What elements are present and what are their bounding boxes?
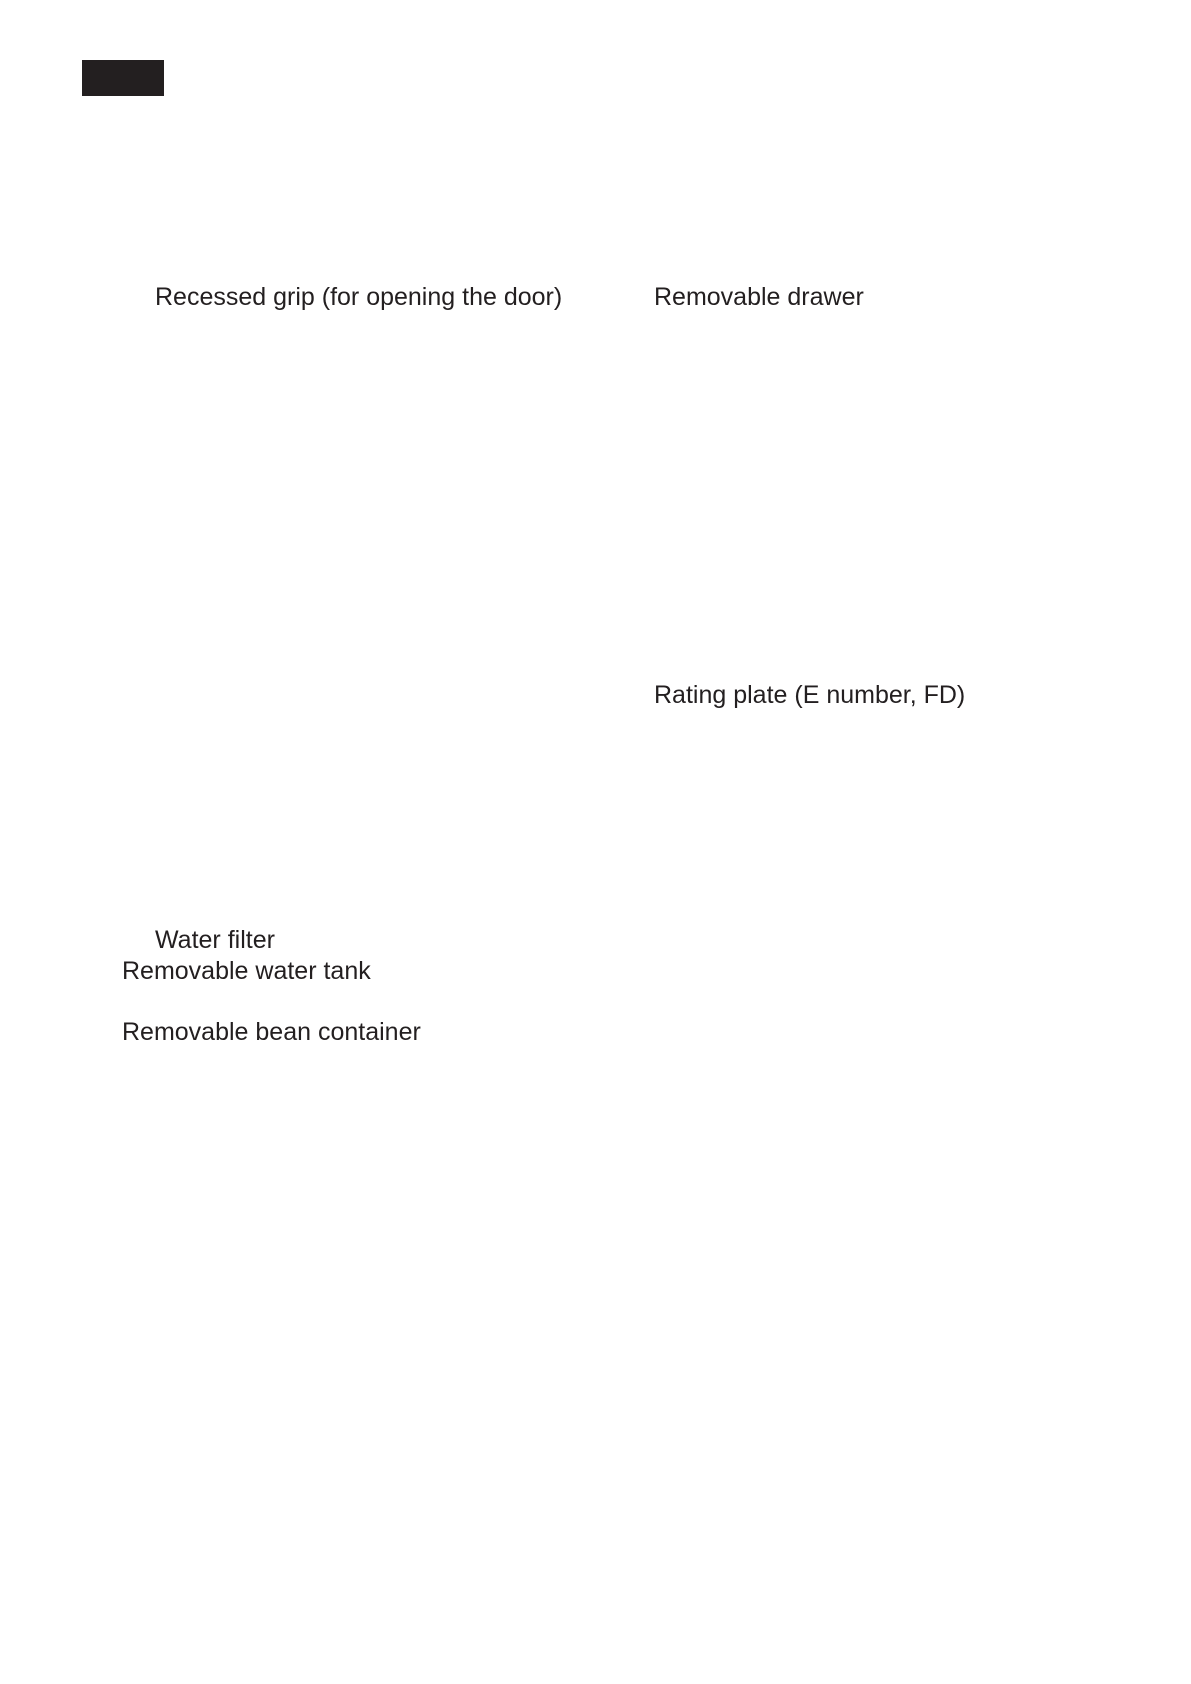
label-removable-bean-container: Removable bean container: [122, 1018, 421, 1046]
label-water-filter: Water filter: [155, 926, 275, 954]
label-recessed-grip: Recessed grip (for opening the door): [155, 283, 563, 311]
page-corner-tab: [82, 60, 164, 96]
label-removable-drawer: Removable drawer: [654, 283, 864, 311]
label-rating-plate: Rating plate (E number, FD): [654, 681, 966, 709]
label-removable-water-tank: Removable water tank: [122, 957, 371, 985]
